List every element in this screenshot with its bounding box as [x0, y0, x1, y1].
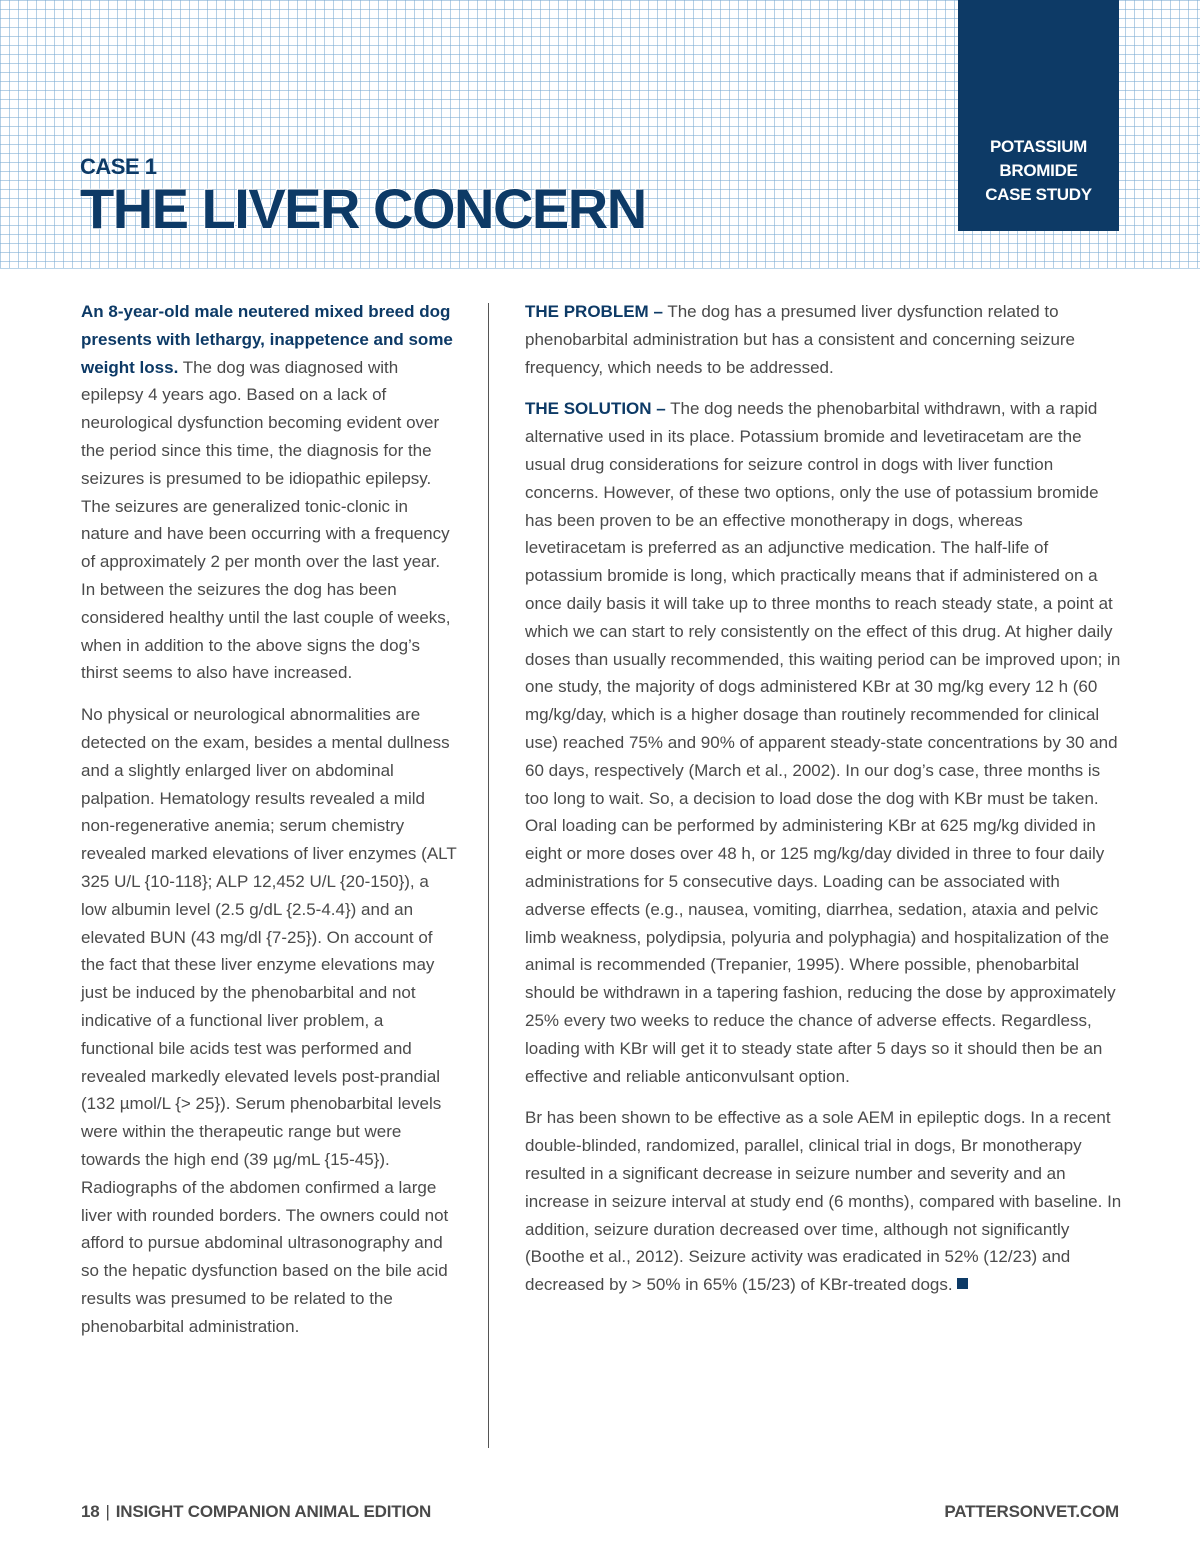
- right-column: [525, 298, 1125, 1313]
- column-divider: [488, 303, 489, 1448]
- evidence-text: Br has been shown to be effective as a sole AEM in epileptic dogs. In a recent double-blinded, randomized, parallel, clinical trial in dogs, Br monotherapy resulted in a significant decrease in seizure number and severity and an increase in seizure interval at study end (6 months), compared with baseline. In addition, seizure duration decreased over time, although not significantly (Boothe et al., 2012). Seizure activity was eradicated in 52% (12/23) and decreased by > 50% in 65% (15/23) of KBr-treated dogs.: [525, 1108, 1122, 1295]
- left-column: [81, 298, 457, 1354]
- badge-line-2: BROMIDE: [999, 161, 1078, 180]
- lead-text: An 8-year-old male neutered mixed breed dog presents with lethargy, inappetence and some weight loss.: [81, 302, 453, 377]
- problem-heading: THE PROBLEM –: [525, 302, 663, 321]
- badge-line-3: CASE STUDY: [985, 185, 1092, 204]
- solution-text: The dog needs the phenobarbital withdrawn, with a rapid alternative used in its place. Potassium bromide and levetiracetam are the usual drug considerations for seizure control in dogs with liver function concerns. However, of these two options, only the use of potassium bromide has been proven to be an effective monotherapy in dogs, whereas levetiracetam is preferred as an adjunctive medication. The half-life of potassium bromide is long, which practically means that if administered on a once daily basis it will take up to three months to reach steady state, a point at which we can start to rely consistently on the effect of this drug. At higher daily doses than usually recommended, this waiting period can be improved upon; in one study, the majority of dogs administered KBr at 30 mg/kg every 12 h (60 mg/kg/day, which is a higher dosage than routinely recommended for clinical use) reached 75% and 90% of apparent steady-state concentrations by 30 and 60 days, respectively (March et al., 2002). In our dog’s case, three months is too long to wait. So, a decision to load dose the dog with KBr must be taken. Oral loading can be performed by administering KBr at 625 mg/kg divided in eight or more doses over 48 h, or 125 mg/kg/day divided in three to four daily administrations for 5 consecutive days. Loading can be associated with adverse effects (e.g., nausea, vomiting, diarrhea, sedation, ataxia and pelvic limb weakness, polydipsia, polyuria and polyphagia) and hospitalization of the animal is recommended (Trepanier, 1995). Where possible, phenobarbital should be withdrawn in a tapering fashion, reducing the dose by approximately 25% every two weeks to reduce the chance of adverse effects. Regardless, loading with KBr will get it to steady state after 5 days so it should then be an effective and reliable anticonvulsant option.: [525, 399, 1121, 1086]
- publication-name: INSIGHT COMPANION ANIMAL EDITION: [115, 1502, 432, 1521]
- solution-heading: THE SOLUTION –: [525, 399, 666, 419]
- footer-separator: |: [105, 1502, 110, 1521]
- intro-paragraph: [81, 298, 457, 687]
- problem-paragraph: [525, 298, 1125, 381]
- problem-text: The dog has a presumed liver dysfunction related to phenobarbital administration but has a consistent and concerning seizure frequency, which needs to be addressed.: [525, 302, 1076, 377]
- end-of-article-icon: [957, 1278, 968, 1289]
- case-study-badge: [958, 0, 1119, 231]
- evidence-paragraph: [525, 1104, 1125, 1299]
- badge-line-1: POTASSIUM: [989, 137, 1088, 156]
- solution-paragraph: [525, 395, 1125, 1090]
- case-label: CASE 1: [80, 154, 157, 179]
- footer-website: PATTERSONVET.COM: [944, 1502, 1119, 1521]
- findings-paragraph: No physical or neurological abnormalities are detected on the exam, besides a mental dullness and a slightly enlarged liver on abdominal palpation. Hematology results revealed a mild non-regenerative anemia; serum chemistry revealed marked elevations of liver enzymes (ALT 325 U/L {10-118}; ALP 12,452 U/L {20-150}), a low albumin level (2.5 g/dL {2.5-4.4}) and an elevated BUN (43 mg/dl {7-25}). On account of the fact that these liver enzyme elevations may just be induced by the phenobarbital and not indicative of a functional liver problem, a functional bile acids test was performed and revealed markedly elevated levels post-prandial (132 µmol/L {> 25}). Serum phenobarbital levels were within the therapeutic range but were towards the high end (39 µg/mL {15-45}). Radiographs of the abdomen confirmed a large liver with rounded borders. The owners could not afford to pursue abdominal ultrasonography and so the hepatic dysfunction based on the bile acid results was presumed to be related to the phenobarbital administration.: [81, 705, 457, 1336]
- intro-body-text: The dog was diagnosed with epilepsy 4 years ago. Based on a lack of neurological dysfunction becoming evident over the period since this time, the diagnosis for the seizures is presumed to be idiopathic epilepsy. The seizures are generalized tonic-clonic in nature and have been occurring with a frequency of approximately 2 per month over the last year. In between the seizures the dog has been considered healthy until the last couple of weeks, when in addition to the above signs the dog’s thirst seems to also have increased.: [81, 357, 451, 683]
- footer-publication: [81, 1502, 431, 1522]
- page-number: 18: [81, 1502, 100, 1521]
- page-title: THE LIVER CONCERN: [80, 177, 646, 240]
